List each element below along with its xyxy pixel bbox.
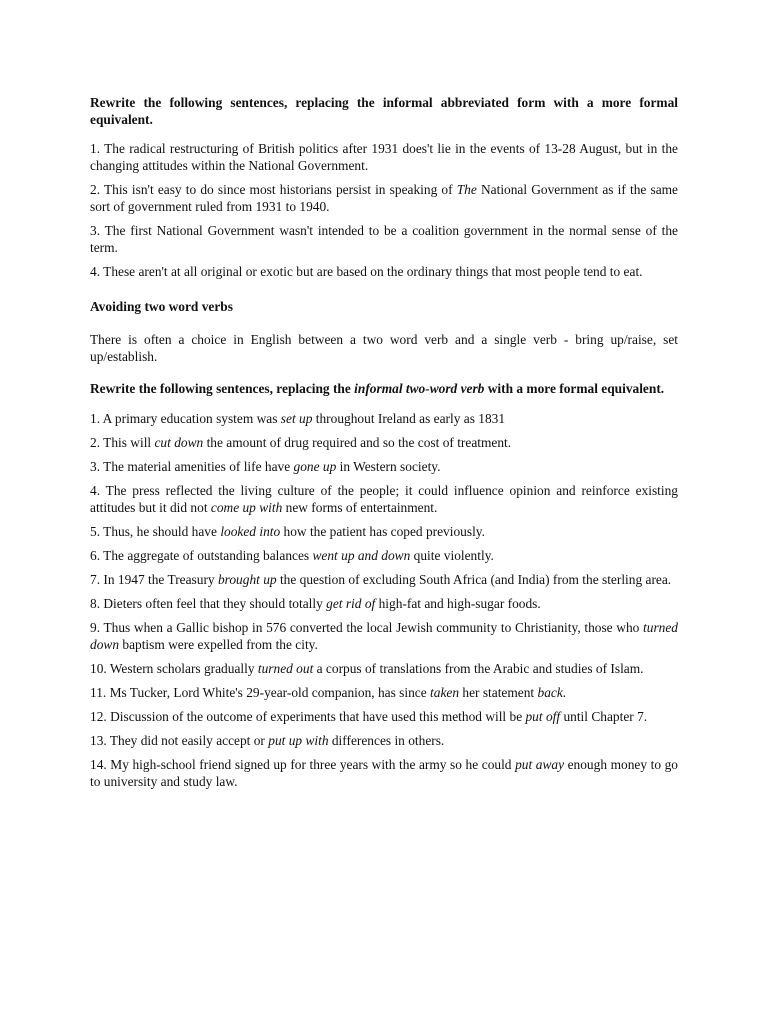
list-item: 3. The first National Government wasn't intended to be a coalition government in the normal sense of the term. bbox=[90, 223, 678, 255]
list-item: 7. In 1947 the Treasury brought up the question of excluding South Africa (and India) from the sterling area. bbox=[90, 572, 672, 587]
list-item: 10. Western scholars gradually turned out a corpus of translations from the Arabic and studies of Islam. bbox=[90, 661, 644, 676]
list-item: 3. The material amenities of life have gone up in Western society. bbox=[90, 459, 441, 474]
section-title: Avoiding two word verbs bbox=[90, 299, 233, 314]
list-item: 1. The radical restructuring of British politics after 1931 does't lie in the events of 13-28 August, but in the changing attitudes within the National Government. bbox=[90, 141, 678, 173]
section2-list bbox=[90, 410, 678, 790]
list-item: 8. Dieters often feel that they should totally get rid of high-fat and high-sugar foods. bbox=[90, 596, 541, 611]
section1-list bbox=[90, 140, 678, 280]
list-item: 2. This will cut down the amount of drug required and so the cost of treatment. bbox=[90, 435, 512, 450]
list-item: 4. The press reflected the living culture of the people; it could influence opinion and reinforce existing attitudes but it did not come up with new forms of entertainment. bbox=[90, 483, 678, 515]
section1-heading: Rewrite the following sentences, replacing the informal abbreviated form with a more formal equivalent. bbox=[90, 95, 678, 127]
section2-heading: Rewrite the following sentences, replacing the informal two-word verb with a more formal equivalent. bbox=[90, 381, 665, 396]
list-item: 4. These aren't at all original or exotic but are based on the ordinary things that most people tend to eat. bbox=[90, 264, 643, 279]
list-item: 12. Discussion of the outcome of experiments that have used this method will be put off until Chapter 7. bbox=[90, 709, 648, 724]
list-item: 2. This isn't easy to do since most historians persist in speaking of The National Government as if the same sort of government ruled from 1931 to 1940. bbox=[90, 182, 678, 214]
intro-paragraph: There is often a choice in English between a two word verb and a single verb - bring up/raise, set up/establish. bbox=[90, 332, 678, 364]
list-item: 5. Thus, he should have looked into how the patient has coped previously. bbox=[90, 524, 485, 539]
list-item: 14. My high-school friend signed up for three years with the army so he could put away enough money to go to university and study law. bbox=[90, 757, 678, 789]
list-item: 9. Thus when a Gallic bishop in 576 converted the local Jewish community to Christianity, those who turned down baptism were expelled from the city. bbox=[90, 620, 678, 652]
list-item: 11. Ms Tucker, Lord White's 29-year-old companion, has since taken her statement back. bbox=[90, 685, 567, 700]
list-item: 1. A primary education system was set up throughout Ireland as early as 1831 bbox=[90, 411, 506, 426]
list-item: 6. The aggregate of outstanding balances went up and down quite violently. bbox=[90, 548, 494, 563]
list-item: 13. They did not easily accept or put up with differences in others. bbox=[90, 733, 445, 748]
